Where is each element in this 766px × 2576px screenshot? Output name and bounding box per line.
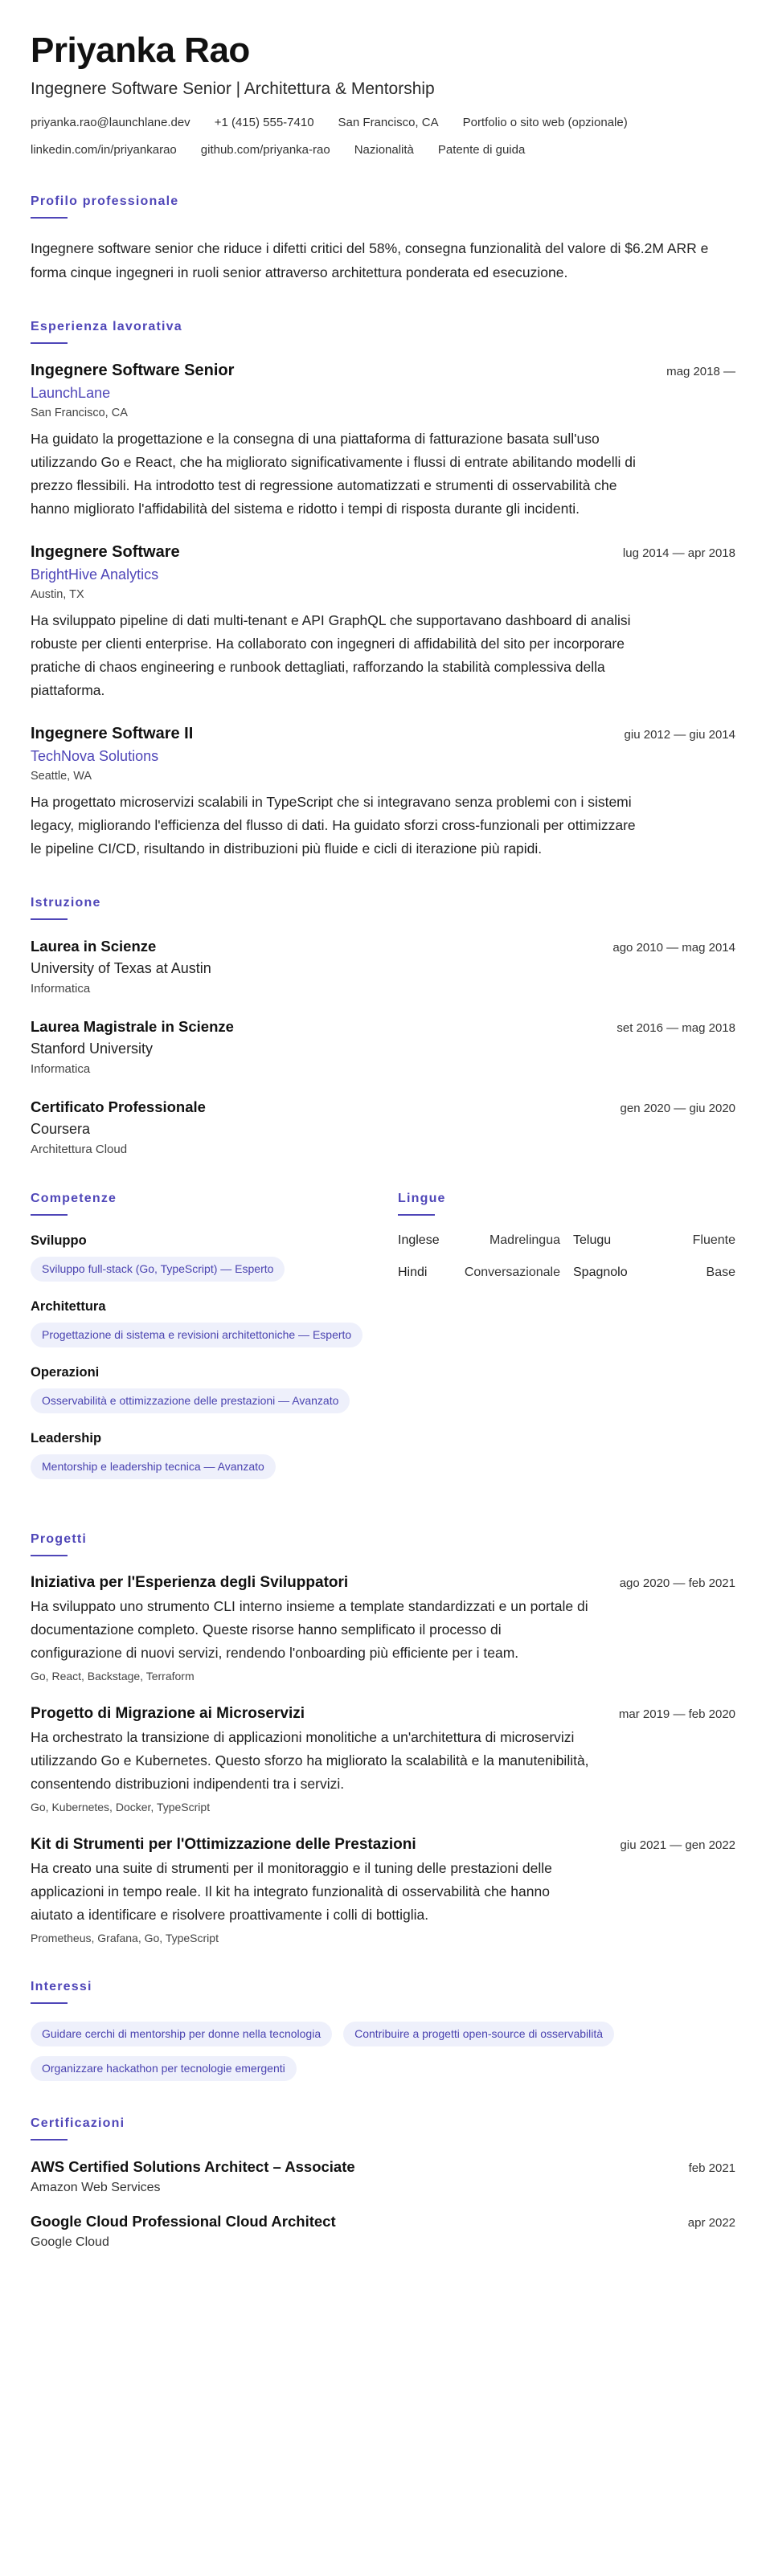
project-title: Kit di Strumenti per l'Ottimizzazione delle Prestazioni (31, 1836, 416, 1853)
certification-title: AWS Certified Solutions Architect – Associate (31, 2158, 355, 2175)
experience-entry (31, 725, 735, 861)
job-dates: lug 2014 — apr 2018 (622, 546, 735, 560)
section-divider (31, 2002, 68, 2004)
skill-group (31, 1299, 368, 1347)
certification-date: apr 2022 (687, 2216, 735, 2230)
school-name: Stanford University (31, 1041, 154, 1057)
skill-group-title: Leadership (31, 1431, 102, 1445)
skill-pill: Mentorship e leadership tecnica — Avanzato (31, 1454, 276, 1479)
skill-group-title: Architettura (31, 1299, 106, 1314)
job-location: San Francisco, CA (31, 407, 128, 419)
job-location: Austin, TX (31, 588, 84, 601)
language-name: Inglese (398, 1233, 440, 1247)
contact-nationality: Nazionalità (354, 143, 414, 157)
contact-email[interactable]: priyanka.rao@launchlane.dev (31, 116, 190, 129)
project-title: Iniziativa per l'Esperienza degli Sviluppatori (31, 1574, 349, 1591)
experience-entry (31, 543, 735, 702)
company-name: LaunchLane (31, 385, 111, 401)
language-name: Telugu (573, 1233, 612, 1247)
profile-section (31, 194, 735, 284)
education-dates: gen 2020 — giu 2020 (620, 1102, 735, 1115)
section-divider (398, 1214, 435, 1216)
degree-title: Certificato Professionale (31, 1098, 206, 1115)
skill-pill: Progettazione di sistema e revisioni architettoniche — Esperto (31, 1323, 363, 1347)
language-level: Fluente (692, 1233, 735, 1247)
project-dates: mar 2019 — feb 2020 (618, 1707, 735, 1721)
section-divider (31, 1214, 68, 1216)
language-level: Conversazionale (464, 1266, 560, 1279)
section-title: Lingue (398, 1192, 446, 1205)
language-level: Base (706, 1266, 735, 1279)
language-level: Madrelingua (489, 1233, 560, 1247)
field-of-study: Architettura Cloud (31, 1143, 128, 1156)
contact-list (31, 114, 735, 159)
job-description: Ha sviluppato pipeline di dati multi-tenant e API GraphQL che supportavano dashboard di analisi robuste per clienti enterprise. Ha collaborato con ingegneri di affidabilità del sito per incorporare pratiche di chaos engineering e runbook dettagliati, rafforzando la stabilità complessiva della piattaforma. (31, 612, 631, 698)
project-description: Ha sviluppato uno strumento CLI interno insieme a template standardizzati e un portale di documentazione completo. Queste risorse hanno semplificato il processo di configurazione di nuovi servizi, rendendo l'onboarding più efficiente per i team. (31, 1598, 588, 1661)
profile-summary: Ingegnere software senior che riduce i difetti critici del 58%, consegna funzionalità del valore di $6.2M ARR e forma cinque ingegneri in ruoli senior attraverso architettura ponderata ed esecuzione. (31, 240, 709, 280)
contact-phone[interactable]: +1 (415) 555-7410 (214, 116, 314, 129)
company-name: BrightHive Analytics (31, 566, 159, 583)
education-section (31, 896, 735, 1156)
contact-portfolio[interactable]: Portfolio o sito web (opzionale) (462, 116, 628, 129)
job-description: Ha guidato la progettazione e la consegna di una piattaforma di fatturazione basata sull'uso utilizzando Go e React, che ha migliorato significativamente i flussi di entrate abilitando modelli di prezzo flessibili. Ha introdotto test di regressione automatizzati e strumenti di osservabilità che hanno migliorato l'affidabilità del sistema e ridotto i tempi di risposta durante gli incidenti. (31, 431, 636, 517)
interests-section (31, 1980, 735, 2081)
project-entry (31, 1705, 735, 1813)
experience-section (31, 320, 735, 861)
certifications-section (31, 2116, 735, 2250)
section-divider (31, 217, 68, 219)
section-divider (31, 918, 68, 920)
section-title: Profilo professionale (31, 194, 179, 208)
skill-group (31, 1365, 368, 1413)
language-item (573, 1233, 735, 1248)
interest-pill: Guidare cerchi di mentorship per donne nella tecnologia (31, 2022, 332, 2046)
interest-pill: Contribuire a progetti open-source di osservabilità (343, 2022, 614, 2046)
skill-pill: Sviluppo full-stack (Go, TypeScript) — Esperto (31, 1257, 285, 1282)
interest-pill: Organizzare hackathon per tecnologie emergenti (31, 2056, 297, 2081)
project-dates: giu 2021 — gen 2022 (620, 1838, 735, 1852)
degree-title: Laurea Magistrale in Scienze (31, 1018, 234, 1035)
skill-group (31, 1431, 368, 1479)
project-dates: ago 2020 — feb 2021 (619, 1576, 735, 1590)
job-dates: mag 2018 — (666, 365, 735, 378)
contact-linkedin[interactable]: linkedin.com/in/priyankarao (31, 143, 177, 157)
section-divider (31, 2139, 68, 2141)
job-location: Seattle, WA (31, 770, 92, 783)
job-description: Ha progettato microservizi scalabili in TypeScript che si integravano senza problemi con i sistemi legacy, migliorando l'efficienza del flusso di dati. Ha guidato sforzi cross-funzionali per ottimizzare le pipeline CI/CD, risultando in distribuzioni più fluide e cicli di iterazione più rapidi. (31, 794, 636, 857)
contact-location: San Francisco, CA (338, 116, 439, 129)
skill-group-title: Sviluppo (31, 1233, 87, 1248)
candidate-name: Priyanka Rao (31, 31, 250, 70)
certification-date: feb 2021 (688, 2161, 735, 2175)
skills-languages-row (31, 1192, 735, 1497)
languages-section (398, 1192, 735, 1497)
section-title: Competenze (31, 1192, 117, 1205)
certification-entry (31, 2213, 735, 2250)
project-tech: Go, React, Backstage, Terraform (31, 1670, 195, 1683)
project-entry (31, 1836, 735, 1944)
school-name: University of Texas at Austin (31, 960, 211, 976)
language-item (398, 1233, 560, 1248)
school-name: Coursera (31, 1121, 91, 1137)
field-of-study: Informatica (31, 982, 91, 996)
job-title: Ingegnere Software II (31, 725, 194, 742)
section-title: Progetti (31, 1532, 88, 1546)
degree-title: Laurea in Scienze (31, 938, 157, 955)
section-title: Certificazioni (31, 2116, 125, 2130)
language-name: Spagnolo (573, 1266, 628, 1279)
education-entry (31, 938, 735, 996)
projects-section (31, 1532, 735, 1944)
certification-issuer: Google Cloud (31, 2235, 109, 2249)
project-description: Ha orchestrato la transizione di applicazioni monolitiche a un'architettura di microservizi utilizzando Go e Kubernetes. Questo sforzo ha migliorato la scalabilità e la manutenibilità, consentendo distribuzioni indipendenti tra i servizi. (31, 1729, 589, 1792)
skill-pill: Osservabilità e ottimizzazione delle prestazioni — Avanzato (31, 1388, 350, 1413)
job-title: Ingegnere Software Senior (31, 362, 235, 379)
field-of-study: Informatica (31, 1062, 91, 1076)
education-dates: ago 2010 — mag 2014 (612, 941, 735, 955)
section-title: Istruzione (31, 896, 101, 910)
certification-issuer: Amazon Web Services (31, 2181, 161, 2194)
project-description: Ha creato una suite di strumenti per il monitoraggio e il tuning delle prestazioni delle applicazioni in tempo reale. Il kit ha integrato funzionalità di osservabilità che hanno aiutato a identificare e risolvere proattivamente i colli di bottiglia. (31, 1860, 552, 1923)
skill-group-title: Operazioni (31, 1365, 100, 1380)
section-title: Esperienza lavorativa (31, 320, 182, 333)
section-title: Interessi (31, 1980, 92, 1993)
project-entry (31, 1574, 735, 1683)
section-divider (31, 1555, 68, 1556)
language-item (398, 1266, 560, 1280)
certification-entry (31, 2158, 735, 2195)
project-tech: Prometheus, Grafana, Go, TypeScript (31, 1932, 219, 1944)
contact-github[interactable]: github.com/priyanka-rao (200, 143, 330, 157)
company-name: TechNova Solutions (31, 748, 159, 764)
project-tech: Go, Kubernetes, Docker, TypeScript (31, 1801, 211, 1813)
skills-section (31, 1192, 368, 1497)
language-item (573, 1266, 735, 1280)
certification-title: Google Cloud Professional Cloud Architect (31, 2213, 336, 2230)
education-entry (31, 1018, 735, 1076)
headline: Ingegnere Software Senior | Architettura & Mentorship (31, 80, 435, 98)
job-title: Ingegnere Software (31, 543, 180, 561)
education-entry (31, 1098, 735, 1156)
project-title: Progetto di Migrazione ai Microservizi (31, 1705, 305, 1722)
skill-group (31, 1233, 368, 1282)
education-dates: set 2016 — mag 2018 (616, 1021, 735, 1035)
language-name: Hindi (398, 1266, 428, 1279)
job-dates: giu 2012 — giu 2014 (624, 728, 735, 742)
resume-header (31, 31, 735, 159)
experience-entry (31, 362, 735, 521)
section-divider (31, 342, 68, 344)
contact-license: Patente di guida (437, 143, 526, 157)
